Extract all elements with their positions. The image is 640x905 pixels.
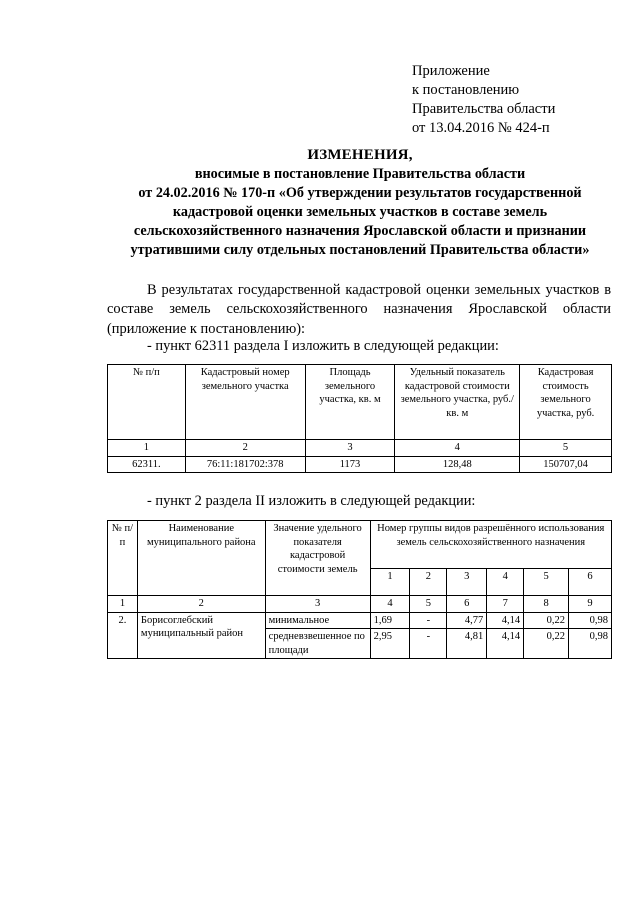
table-cell: 128,48	[395, 456, 520, 473]
intro-paragraph: В результатах государственной кадастровой оценки земельных участков в составе земель сельскохозяйственного назначения Ярославской области (приложение к постановлению):	[107, 282, 611, 337]
value-label: минимальное	[265, 612, 370, 629]
table-cell: 0,98	[569, 629, 612, 659]
column-number: 5	[520, 440, 612, 457]
table-cell: 1,69	[370, 612, 410, 629]
table-row	[108, 612, 612, 629]
table-cell: 4,14	[487, 629, 524, 659]
table-cell: -	[410, 612, 447, 629]
table-cell: -	[410, 629, 447, 659]
column-number: 4	[370, 596, 410, 613]
column-number: 4	[395, 440, 520, 457]
appendix-line: к постановлению	[412, 82, 520, 98]
header-cell: Площадь земельного участка, кв. м	[305, 365, 395, 440]
table-header-row	[108, 521, 612, 569]
point-62311-instruction: - пункт 62311 раздела I изложить в следующей редакции:	[147, 338, 499, 354]
table-cell: 4,14	[487, 612, 524, 629]
header-cell: Удельный показатель кадастровой стоимости земельного участка, руб./ кв. м	[395, 365, 520, 440]
column-number: 9	[569, 596, 612, 613]
column-number: 1	[108, 596, 138, 613]
value-label: средневзвешенное по площади	[265, 629, 370, 659]
column-number: 3	[265, 596, 370, 613]
heading-title: ИЗМЕНЕНИЯ,	[307, 147, 413, 163]
table-cell: 1173	[305, 456, 395, 473]
table-cell: 2,95	[370, 629, 410, 659]
table-cell: 0,98	[569, 612, 612, 629]
table-cell: 0,22	[524, 629, 569, 659]
table-cell: 4,81	[447, 629, 487, 659]
group-number: 5	[524, 569, 569, 596]
group-number: 1	[370, 569, 410, 596]
column-number: 8	[524, 596, 569, 613]
column-number: 6	[447, 596, 487, 613]
header-cell: Номер группы видов разрешённого использования земель сельскохозяйственного назначения	[370, 521, 611, 569]
appendix-line: Правительства области	[412, 101, 556, 117]
group-number: 3	[447, 569, 487, 596]
appendix-line: Приложение	[412, 63, 490, 79]
header-cell: № п/п	[108, 521, 138, 596]
table-cell: 2.	[108, 612, 138, 659]
table-cell: 62311.	[108, 456, 186, 473]
column-number-row	[108, 440, 612, 457]
header-cell: № п/п	[108, 365, 186, 440]
header-cell: Значение удельного показателя кадастровой стоимости земель	[265, 521, 370, 596]
group-number: 6	[569, 569, 612, 596]
appendix-line: от 13.04.2016 № 424-п	[412, 120, 550, 136]
district-values-table	[107, 520, 612, 659]
heading-line: вносимые в постановление Правительства области	[194, 166, 526, 182]
header-cell: Наименование муниципального района	[137, 521, 265, 596]
column-number: 5	[410, 596, 447, 613]
column-number: 1	[108, 440, 186, 457]
header-cell: Кадастровый номер земельного участка	[185, 365, 305, 440]
appendix-block	[412, 62, 555, 138]
column-number: 3	[305, 440, 395, 457]
heading-line: сельскохозяйственного назначения Ярославской области и признании	[133, 223, 587, 239]
table-cell: 0,22	[524, 612, 569, 629]
document-heading	[100, 146, 620, 260]
table-row	[108, 456, 612, 473]
heading-line: утратившими силу отдельных постановлений Правительства области»	[130, 242, 590, 258]
cadastral-table	[107, 364, 612, 473]
point-2-instruction: - пункт 2 раздела II изложить в следующей редакции:	[147, 493, 476, 509]
table-cell: 4,77	[447, 612, 487, 629]
district-name: Борисоглебский муниципальный район	[137, 612, 265, 659]
group-number: 2	[410, 569, 447, 596]
table-cell: 76:11:181702:378	[185, 456, 305, 473]
column-number: 7	[487, 596, 524, 613]
table-header-row	[108, 365, 612, 440]
column-number: 2	[185, 440, 305, 457]
column-number: 2	[137, 596, 265, 613]
table-cell: 150707,04	[520, 456, 612, 473]
heading-line: от 24.02.2016 № 170-п «Об утверждении результатов государственной	[138, 185, 582, 201]
heading-line: кадастровой оценки земельных участков в составе земель	[172, 204, 548, 220]
header-cell: Кадастровая стоимость земельного участка, руб.	[520, 365, 612, 440]
column-number-row	[108, 596, 612, 613]
group-number: 4	[487, 569, 524, 596]
